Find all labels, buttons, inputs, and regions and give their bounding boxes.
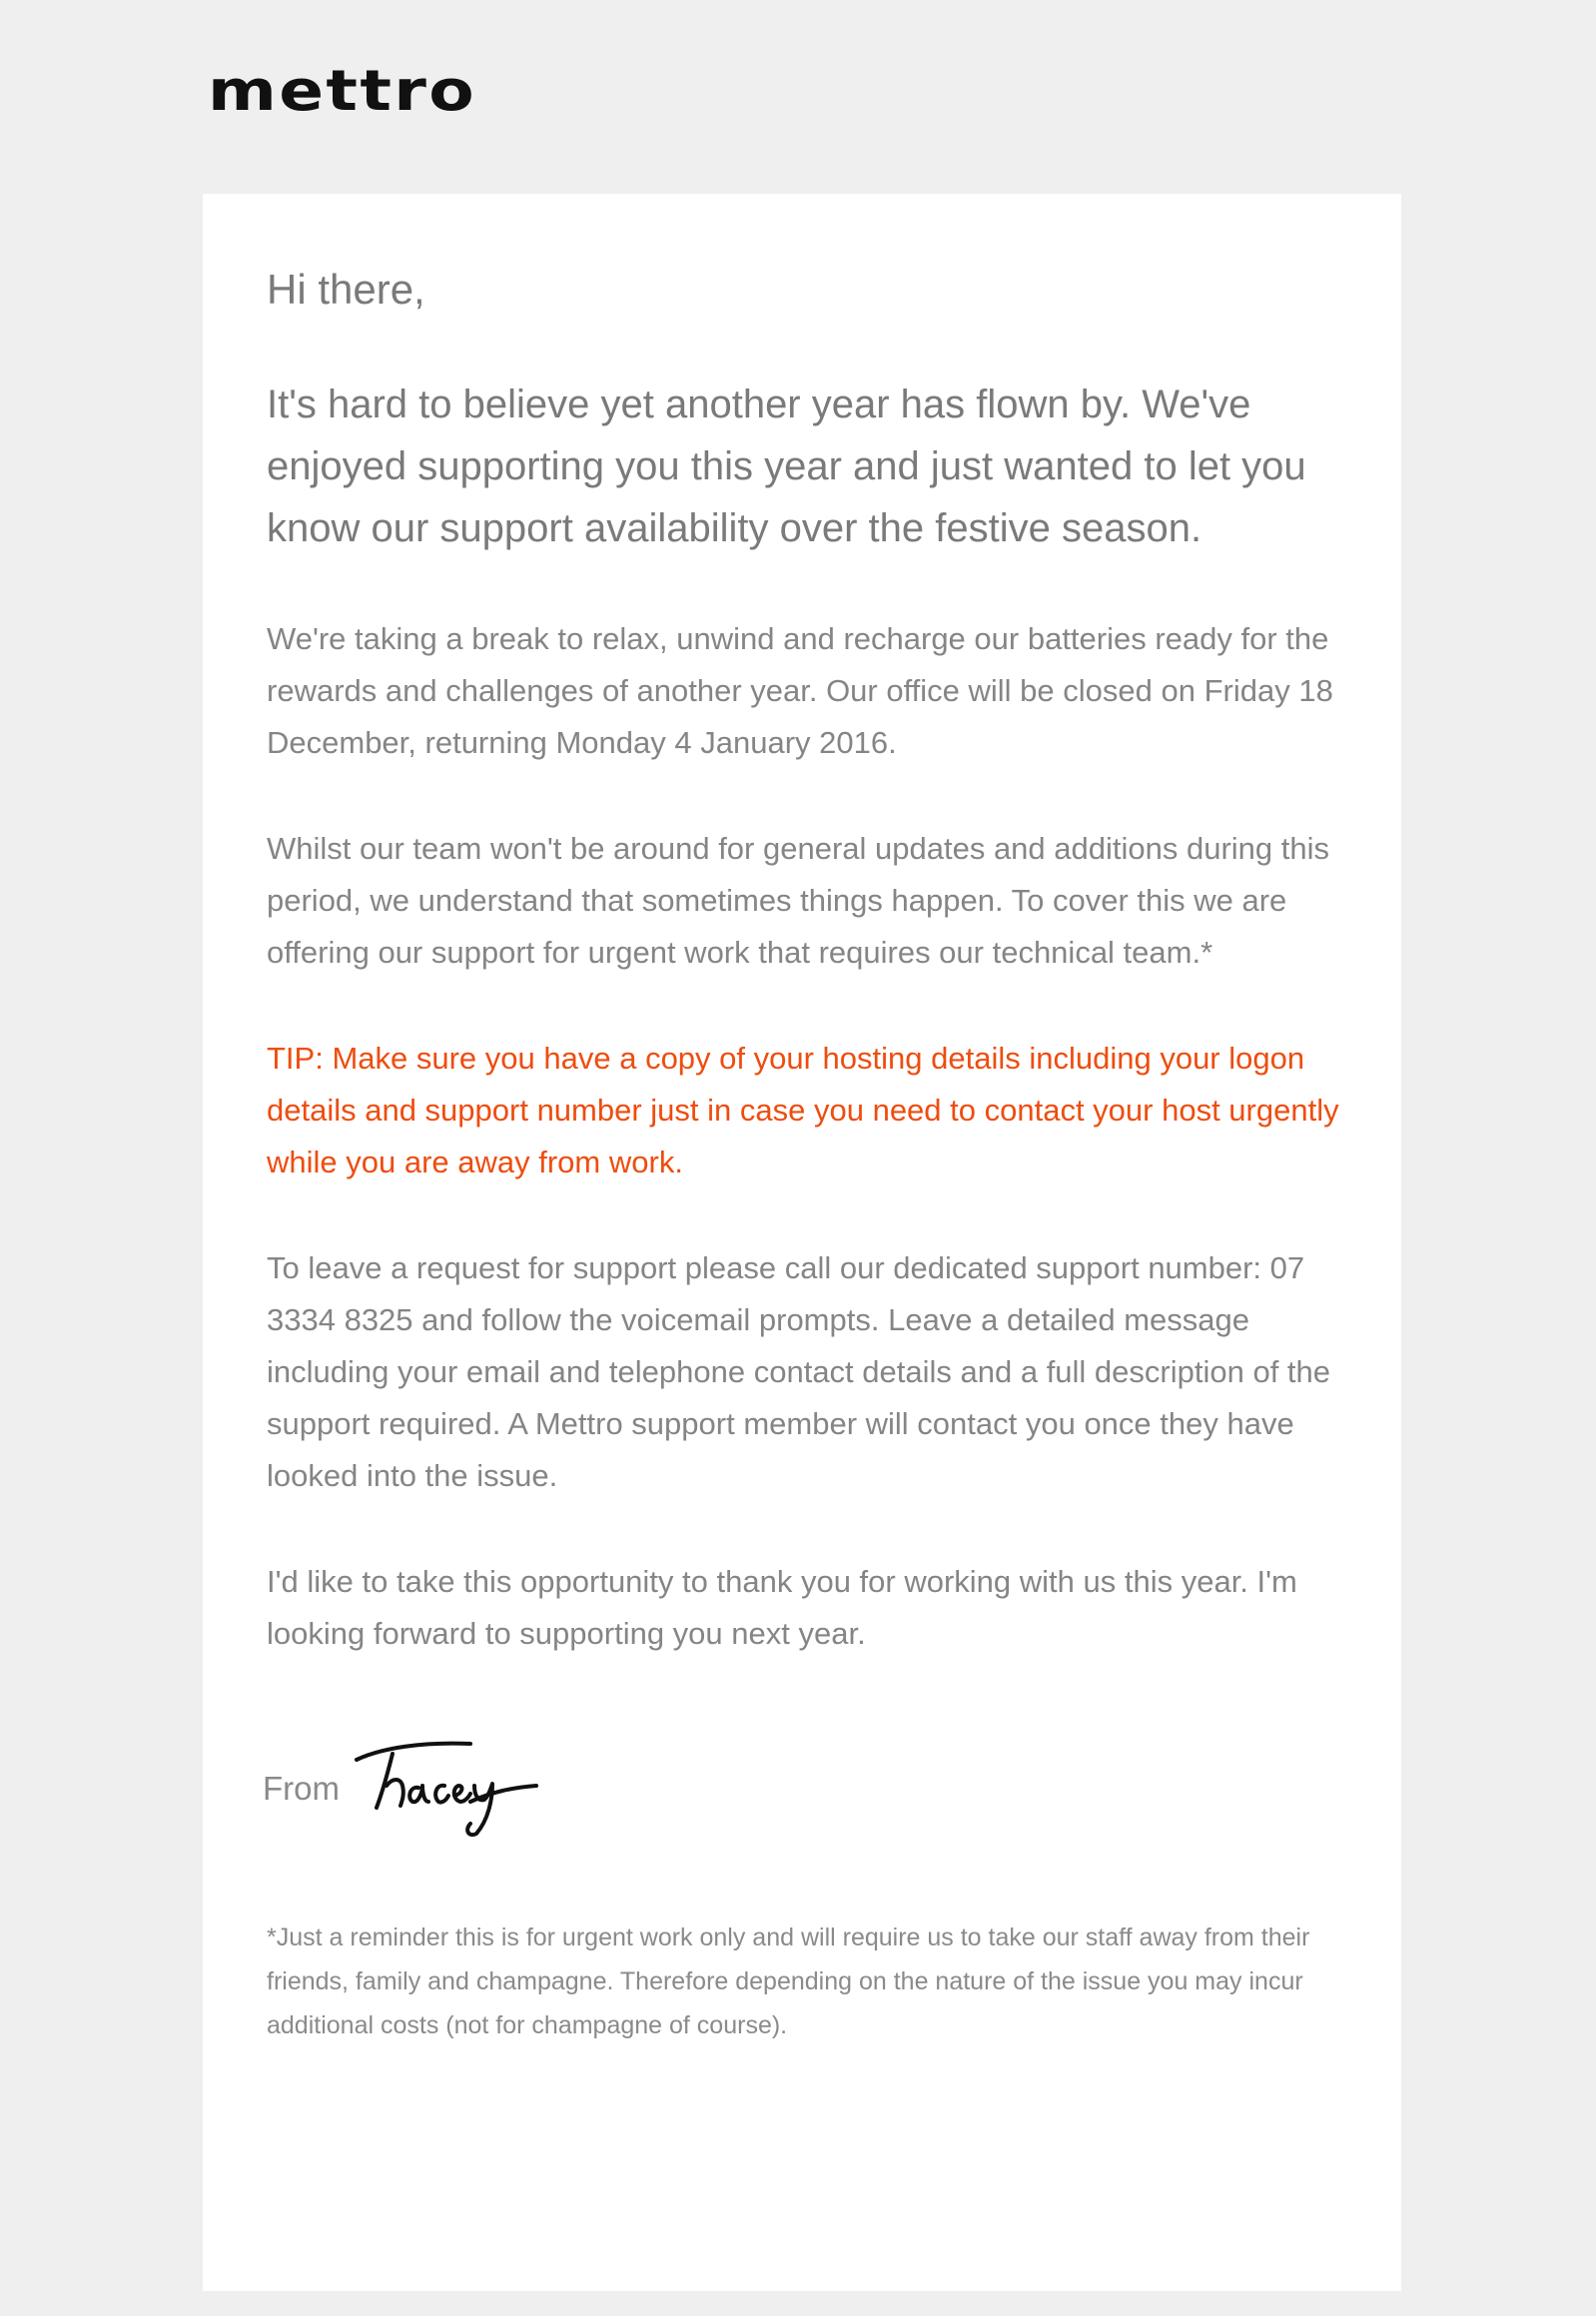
thanks-paragraph: I'd like to take this opportunity to thank you for working with us this year. I'm looking forward to supporting you next year. (267, 1564, 1297, 1651)
email-content (263, 264, 1345, 2047)
urgent-support-paragraph: Whilst our team won't be around for general updates and additions during this period, we understand that sometimes things happen. To cover this we are offering our support for urgent work that requires our technical team.* (267, 831, 1330, 970)
from-label: From (263, 1770, 340, 1807)
intro-paragraph: It's hard to believe yet another year has flown by. We've enjoyed supporting you this year and just wanted to let you know our support availability over the festive season. (267, 383, 1306, 550)
closure-paragraph: We're taking a break to relax, unwind and recharge our batteries ready for the rewards and challenges of another year. Our office will be closed on Friday 18 December, returning Monday 4 January 2016. (267, 621, 1333, 760)
signature-tracey (353, 1730, 552, 1840)
greeting: Hi there, (267, 266, 425, 313)
footnote: *Just a reminder this is for urgent work only and will require us to take our staff away from their friends, family and champagne. Therefore depending on the nature of the issue you may incur additional costs (not for champagne of course). (267, 1924, 1310, 2039)
support-request-paragraph: To leave a request for support please call our dedicated support number: 07 3334 8325 and follow the voicemail prompts. Leave a detailed message including your email and telephone contact details and a full description of the support required. A Mettro support member will contact you once they have looked into the issue. (267, 1250, 1331, 1493)
email-card (203, 194, 1401, 2291)
mettro-logo: mettro (208, 59, 477, 124)
signoff (263, 1730, 1345, 1840)
tip-paragraph: TIP: Make sure you have a copy of your hosting details including your logon details and support number just in case you need to contact your host urgently while you are away from work. (267, 1041, 1339, 1179)
